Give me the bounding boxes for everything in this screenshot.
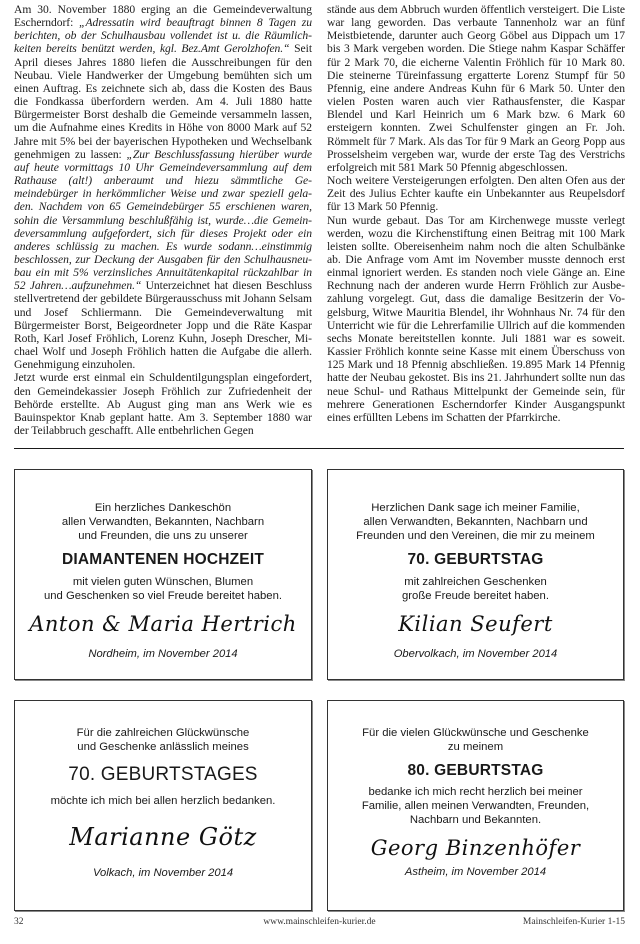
thank-you-ad [14, 700, 312, 911]
thank-you-ad [14, 469, 312, 680]
ad-outro [328, 575, 623, 603]
ad-text-line: Für die vielen Glückwünsche und Geschenke [362, 727, 589, 739]
article-paragraph: Jetzt wurde erst einmal ein Schuldentilgungsplan eingefordert, den Gemeindekassier Joseph Fröhlich zur Zufriedenheit der Behörde erstellte. Ab August ging man ans Werk wie es Bauinspektor Knab geplant hatte. Am 3. September 1880 war der Teilabbruch geschafft. Alle entbehrlichen Gegen [14, 371, 312, 437]
ad-text-line: bedanke ich mich recht herzlich bei meiner [368, 786, 583, 798]
ad-text-line: Herzlichen Dank sage ich meiner Familie, [371, 502, 580, 514]
ad-text-line: Nachbarn und Bekannten. [409, 814, 542, 826]
ad-text-line: und Geschenken so viel Freude bereitet haben. [43, 590, 283, 602]
thank-you-ad [327, 700, 624, 911]
ad-text-line: große Freude bereitet haben. [402, 590, 549, 602]
ad-intro [15, 501, 311, 543]
ad-place-date: Nordheim, im November 2014 [88, 648, 238, 660]
ad-headline: 70. GEBURTSTAG [407, 551, 544, 568]
ad-outro [328, 785, 623, 827]
ad-headline: 70. GEBURTSTAGES [68, 764, 258, 785]
ad-signature: Georg Binzenhöfer [370, 836, 581, 860]
article-paragraph: Noch weitere Versteigerungen erfolgten. Den alten Ofen aus der Zeit des Julius Echter kaufte ein Unbekannter aus Reupelsdorf für 13 Mark 50 Pfennig. [327, 174, 625, 214]
ad-outro [15, 575, 311, 603]
ad-headline: 80. GEBURTSTAG [407, 762, 544, 779]
thank-you-ad [327, 469, 624, 680]
article [14, 3, 625, 443]
article-paragraph: Nun wurde gebaut. Das Tor am Kirchenwege musste verlegt werden, wozu die Kirchenstiftung einen Beitrag mit 100 Mark leisten sollte. Obereisenheim nahm noch die alten Schulbänke ab. Die Anfrage vom Amt im November musste dennoch erst einmal ignoriert werden. Es standen noch viele Gänge an. Eine Rechnung nach der anderen wurde Herrn Fröhlich zur Ausbezahlung vorgelegt. Gut, dass die damalige Besitzerin der Vogelsburg, Witwe Mauritia Blendel, ihr Wohnhaus Nr. 74 für den Unterricht wie für die Lehrerfamilie Ullrich auf die kommenden sechs Monate bereitstellen konnte. Juli 1881 war es soweit. Kassier Fröhlich konnte seine Kasse mit einem Überschuss von 125 Mark und 18 Pfennig abschließen. 19.895 Mark 14 Pfennig hatte der Neubau gekostet. Bis ins 21. Jahrhundert sollte nun das neue Schul- und Rathaus Mittelpunkt der Gemeinde sein, für mehrere Generationen Escherndorfer Kinder Ausgangspunkt eines erfüllten Lebens im Schatten der Pfarrkirche. [327, 213, 625, 424]
ad-text-line: Familie, allen meinen Verwandten, Freunden, [361, 800, 590, 812]
article-quote: „Zur Beschlussfassung hierüber wurde auf heute vormittags 10 Uhr Gemeindeversammlung auf dem Rathause (alt!) anberaumt und hiezu sämmtliche Gemeindebürger in herkömmlicher Weise und zwar speziell geladen. Nachdem von 65 Gemeindebürger 55 erschienen waren, sohin die Versammlung beschlußfähig ist, wurde…die Gemeindeversammlung aufgefordert, sich für dieses Projekt oder ein anderes schlüssig zu machen. Es wurde sodann…einstimmig beschlossen, zur Deckung der Ausgaben für den Schulhausneubau ein mit 5% verzinsliches Annuitätenkapital rückzahlbar in 52 Jahren…aufzunehmen.“ [14, 147, 312, 293]
ad-outro [15, 794, 311, 808]
ad-text-line: Für die zahlreichen Glückwünsche [76, 727, 250, 739]
ad-text-line: und Geschenke anlässlich meines [77, 741, 249, 753]
ad-text-line: allen Verwandten, Bekannten, Nachbarn [61, 516, 265, 528]
ad-headline: DIAMANTENEN HOCHZEIT [61, 551, 265, 568]
page-footer [14, 917, 625, 931]
ad-text-line: allen Verwandten, Bekannten, Nachbarn und [363, 516, 588, 528]
ad-place-date: Volkach, im November 2014 [92, 867, 234, 879]
section-divider [14, 448, 624, 449]
ad-place-date: Astheim, im November 2014 [404, 866, 547, 878]
ad-text-line: möchte ich mich bei allen herzlich bedanken. [50, 795, 276, 807]
ad-place-date: Obervolkach, im November 2014 [393, 648, 558, 660]
article-text: Seit April dieses Jahres 1880 liefen die Ausschreibungen für den Neubau. Viele Handwerker der Umgebung bemühten sich um einen Auftrag. Es zeichnete sich ab, dass die Kosten des Baus die Fondkassa überfordern werden. Am 4. Juli 1880 hatte Bürgermeister Borst deshalb die Gemeinde versammeln lassen, um die Aufnahme eines Kredits in Höhe von 8000 Mark auf 52 Jahre mit 5% bei der bayerischen Hypotheken und Wechselbank genehmigen zu lassen: [14, 42, 312, 161]
ad-text-line: mit vielen guten Wünschen, Blumen [72, 576, 254, 588]
page-number: 32 [14, 917, 24, 927]
article-text: Am 30. November 1880 erging an die Gemeindeverwaltung Escherndorf: [14, 3, 312, 30]
ad-text-line: zu meinem [447, 741, 504, 753]
ad-signature: Kilian Seufert [398, 612, 553, 636]
ad-intro [15, 726, 311, 754]
article-quote: „Adressatin wird beauftragt binnen 8 Tagen zu berichten, ob der Schulhausbau vollendet ist u. die Räumlichkeiten bereits benützt werden, kgl. Bez.Amt Gerolzhofen.“ [14, 16, 312, 56]
article-column-right [327, 3, 625, 424]
website-url[interactable]: www.mainschleifen-kurier.de [263, 917, 376, 927]
ad-text-line: Ein herzliches Dankeschön [94, 502, 232, 514]
article-paragraph: stände aus dem Abbruch wurden öffentlich versteigert. Die Liste war lang geworden. Das verbaute Tannenholz war an fünf Meistbietende, darunter auch Georg Göbel aus Dippach um 17 bis 3 Mark vergeben worden. Die Stiege nahm Kaspar Schäffer für 2 Mark 70, die eicherne Valentin Fröhlich für 10 Mark 80. Die steinerne Türeinfassung ergatterte Lorenz Stumpf für 50 Pfennig, eine andere Andreas Kuhn für 6 Mark 50. Unter den vielen Posten waren auch vier Rathausfenster, die Kaspar Blendel und Karl Heinrich um 6 Mark bzw. 6 Mark 60 ersteigern konnten. Zwei Schulfenster gingen an Fr. Joh. Römmelt für 7 Mark. Als das Tor für 9 Mark an Georg Popp aus Prosselsheim vergeben war, wurde der erste Tag des Verstrichs erfolgreich mit 581 Mark 50 Pfennig abgeschlossen. [327, 3, 625, 174]
ad-text-line: Freunden und den Vereinen, die mir zu meinem [356, 530, 595, 542]
ad-text-line: mit zahlreichen Geschenken [404, 576, 547, 588]
ad-intro [328, 501, 623, 543]
issue-label: Mainschleifen-Kurier 1-15 [522, 917, 625, 927]
ad-intro [328, 726, 623, 754]
article-paragraph [14, 3, 312, 371]
ad-text-line: und Freunden, die uns zu unserer [78, 530, 248, 542]
ad-signature: Marianne Götz [69, 823, 257, 851]
article-column-left [14, 3, 312, 437]
ad-signature: Anton & Maria Hertrich [29, 612, 297, 636]
article-text: Unterzeichnet hat diesen Beschluss stellvertretend der gebildete Bürgerausschuss mit Johann Selsam und Josef Schliermann. Die Gemeindeverwaltung mit Bürgermeister Borst, Beigeordneter Jopp und die Räte Kaspar Roth, Karl Josef Fröhlich, Lorenz Kuhn, Joseph Drescher, Michael Wolf und Joseph Fröhlich hatten die Aufgabe die allerh. Genehmigung einzuholen. [14, 279, 312, 372]
